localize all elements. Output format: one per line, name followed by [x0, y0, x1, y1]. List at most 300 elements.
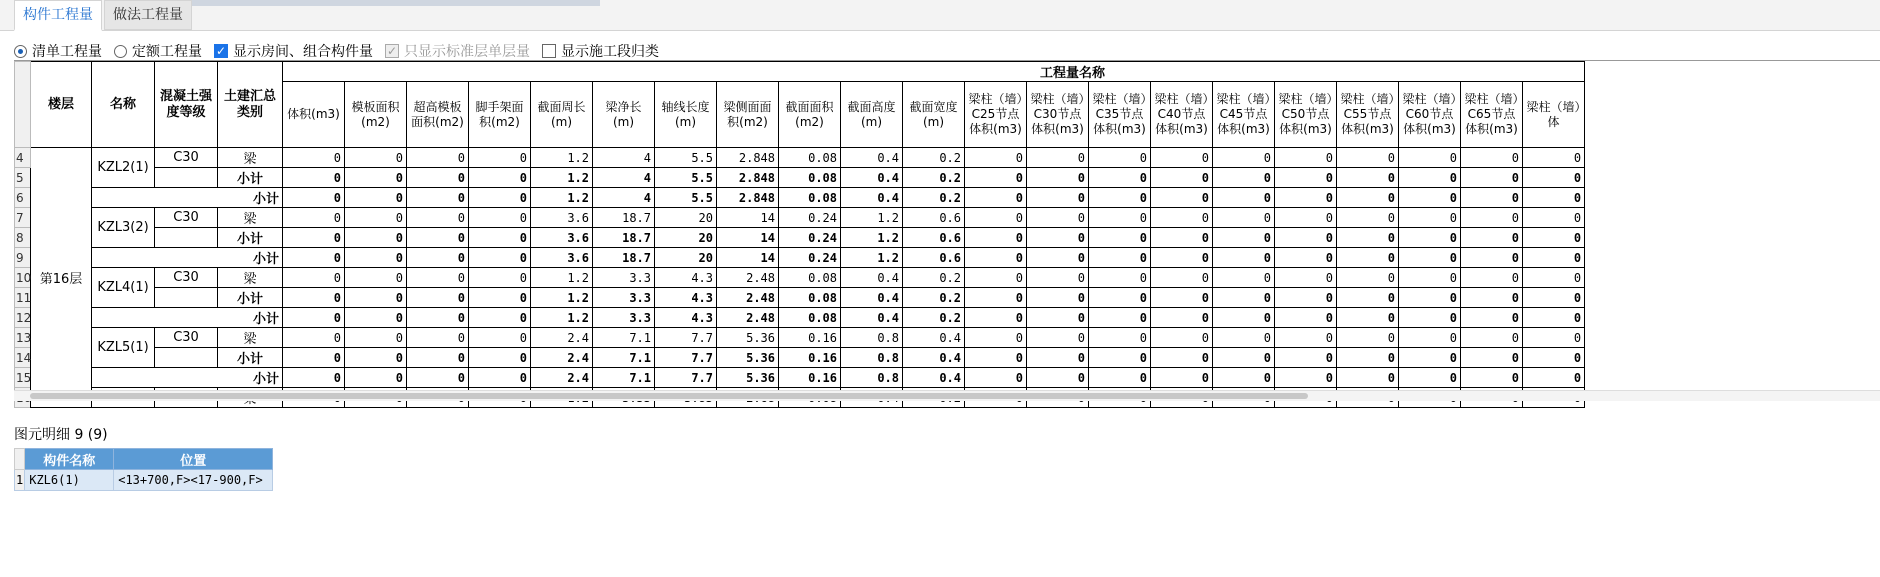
cell-value[interactable]: 0.08 [779, 288, 841, 308]
cell-value[interactable]: 0 [1461, 208, 1523, 228]
cell-value[interactable]: 0 [1337, 308, 1399, 328]
option-2[interactable] [214, 41, 373, 61]
cell-value[interactable]: 18.7 [593, 228, 655, 248]
cell-value[interactable]: 0 [1151, 288, 1213, 308]
cell-value[interactable]: 1.2 [531, 148, 593, 168]
cell-value[interactable]: 0 [1089, 348, 1151, 368]
header-quantity-0[interactable]: 体积(m3) [283, 82, 345, 148]
cell-value[interactable]: 0 [1523, 188, 1585, 208]
cell-value[interactable]: 0 [1275, 168, 1337, 188]
checkbox-icon[interactable] [542, 44, 556, 58]
cell-value[interactable]: 0 [1523, 208, 1585, 228]
grade-cell[interactable]: C30 [155, 268, 218, 288]
cell-value[interactable]: 0 [1151, 308, 1213, 328]
cell-value[interactable]: 0 [1275, 208, 1337, 228]
cell-value[interactable]: 0 [1089, 248, 1151, 268]
grade-cell[interactable]: C30 [155, 208, 218, 228]
cell-value[interactable]: 0 [469, 148, 531, 168]
cell-value[interactable]: 0 [469, 268, 531, 288]
cell-value[interactable]: 0 [1027, 328, 1089, 348]
cell-value[interactable]: 2.4 [531, 368, 593, 388]
cell-value[interactable]: 5.36 [717, 368, 779, 388]
cell-value[interactable]: 0.4 [841, 168, 903, 188]
cell-value[interactable]: 1.2 [531, 288, 593, 308]
cell-value[interactable]: 5.5 [655, 188, 717, 208]
cell-value[interactable]: 20 [655, 228, 717, 248]
header-quantity-16[interactable]: 梁柱（墙）C50节点体积(m3) [1275, 82, 1337, 148]
cell-value[interactable]: 0 [1213, 228, 1275, 248]
cell-value[interactable]: 0.4 [903, 348, 965, 368]
cell-value[interactable]: 4.3 [655, 308, 717, 328]
group-subtotal-label[interactable]: 小计 [92, 188, 283, 208]
cell-value[interactable]: 0 [965, 248, 1027, 268]
cell-value[interactable]: 0 [1089, 288, 1151, 308]
header-quantity-12[interactable]: 梁柱（墙）C30节点体积(m3) [1027, 82, 1089, 148]
cell-value[interactable]: 2.48 [717, 308, 779, 328]
cell-value[interactable]: 0 [1213, 188, 1275, 208]
cell-value[interactable]: 0 [1275, 308, 1337, 328]
cell-value[interactable]: 0.16 [779, 328, 841, 348]
cell-value[interactable]: 0 [1275, 348, 1337, 368]
header-quantity-9[interactable]: 截面高度(m) [841, 82, 903, 148]
cell-value[interactable]: 0.24 [779, 228, 841, 248]
cell-value[interactable]: 0 [1213, 288, 1275, 308]
cell-value[interactable]: 0 [1523, 228, 1585, 248]
cell-value[interactable]: 0 [1399, 268, 1461, 288]
header-fixed-2[interactable]: 混凝土强度等级 [155, 62, 218, 148]
cell-value[interactable]: 0.2 [903, 188, 965, 208]
cell-value[interactable]: 0 [1275, 228, 1337, 248]
subtotal-label[interactable]: 小计 [218, 228, 283, 248]
cell-value[interactable]: 0 [345, 168, 407, 188]
header-quantity-6[interactable]: 轴线长度(m) [655, 82, 717, 148]
cell-value[interactable]: 2.848 [717, 148, 779, 168]
header-quantity-20[interactable]: 梁柱（墙）体 [1523, 82, 1585, 148]
header-quantity-15[interactable]: 梁柱（墙）C45节点体积(m3) [1213, 82, 1275, 148]
cell-value[interactable]: 0 [1151, 208, 1213, 228]
cell-value[interactable]: 0 [469, 188, 531, 208]
cell-value[interactable]: 0.2 [903, 268, 965, 288]
cell-value[interactable]: 0 [1399, 308, 1461, 328]
category-cell[interactable]: 梁 [218, 328, 283, 348]
radio-icon[interactable] [114, 45, 127, 58]
cell-value[interactable]: 0 [345, 248, 407, 268]
cell-value[interactable]: 0 [1089, 228, 1151, 248]
cell-value[interactable]: 7.1 [593, 348, 655, 368]
quantity-grid[interactable] [14, 60, 1880, 391]
header-fixed-1[interactable]: 名称 [92, 62, 155, 148]
cell-value[interactable]: 0 [345, 148, 407, 168]
header-quantity-8[interactable]: 截面面积(m2) [779, 82, 841, 148]
cell-value[interactable]: 0 [1461, 288, 1523, 308]
cell-value[interactable]: 0.4 [841, 288, 903, 308]
cell-value[interactable]: 0 [1461, 268, 1523, 288]
cell-value[interactable]: 0 [1523, 168, 1585, 188]
cell-value[interactable]: 0 [345, 368, 407, 388]
cell-value[interactable]: 1.2 [841, 248, 903, 268]
cell-value[interactable]: 0 [283, 288, 345, 308]
cell-value[interactable]: 0 [345, 348, 407, 368]
cell-value[interactable]: 0 [1275, 148, 1337, 168]
header-quantity-13[interactable]: 梁柱（墙）C35节点体积(m3) [1089, 82, 1151, 148]
cell-value[interactable]: 4 [593, 188, 655, 208]
cell-value[interactable]: 0 [1275, 328, 1337, 348]
component-name-cell[interactable]: KZL4(1) [92, 268, 155, 308]
cell-value[interactable]: 0 [1151, 248, 1213, 268]
cell-value[interactable]: 2.848 [717, 188, 779, 208]
cell-value[interactable]: 1.2 [841, 208, 903, 228]
cell-value[interactable]: 0 [469, 168, 531, 188]
cell-value[interactable]: 3.6 [531, 208, 593, 228]
grade-cell-empty[interactable] [155, 168, 218, 188]
cell-value[interactable]: 0 [1461, 168, 1523, 188]
cell-value[interactable]: 0 [1027, 228, 1089, 248]
option-1[interactable] [114, 41, 202, 61]
cell-value[interactable]: 0 [469, 288, 531, 308]
cell-value[interactable]: 0 [1399, 148, 1461, 168]
cell-value[interactable]: 0.2 [903, 288, 965, 308]
cell-value[interactable]: 0 [1213, 308, 1275, 328]
tab-component-quantity[interactable]: 构件工程量 [14, 0, 102, 31]
cell-value[interactable]: 0.16 [779, 348, 841, 368]
header-quantity-18[interactable]: 梁柱（墙）C60节点体积(m3) [1399, 82, 1461, 148]
cell-value[interactable]: 2.48 [717, 288, 779, 308]
cell-value[interactable]: 0 [1089, 188, 1151, 208]
cell-value[interactable]: 7.1 [593, 368, 655, 388]
cell-value[interactable]: 0.24 [779, 248, 841, 268]
cell-value[interactable]: 0 [469, 348, 531, 368]
cell-value[interactable]: 0 [1213, 268, 1275, 288]
cell-value[interactable]: 0 [407, 188, 469, 208]
header-quantity-19[interactable]: 梁柱（墙）C65节点体积(m3) [1461, 82, 1523, 148]
cell-value[interactable]: 0 [407, 168, 469, 188]
cell-value[interactable]: 3.3 [593, 308, 655, 328]
cell-value[interactable]: 0 [283, 248, 345, 268]
cell-value[interactable]: 0 [283, 308, 345, 328]
cell-value[interactable]: 0 [1461, 348, 1523, 368]
header-quantity-1[interactable]: 模板面积(m2) [345, 82, 407, 148]
cell-value[interactable]: 1.2 [531, 188, 593, 208]
grade-cell-empty[interactable] [155, 288, 218, 308]
cell-value[interactable]: 0.08 [779, 308, 841, 328]
cell-value[interactable]: 0 [345, 308, 407, 328]
cell-value[interactable]: 0 [1151, 148, 1213, 168]
cell-value[interactable]: 0 [407, 248, 469, 268]
component-name-cell[interactable]: KZL5(1) [92, 328, 155, 368]
cell-value[interactable]: 0 [469, 308, 531, 328]
cell-value[interactable]: 0 [1089, 168, 1151, 188]
cell-value[interactable]: 0 [469, 248, 531, 268]
cell-value[interactable]: 0 [345, 188, 407, 208]
cell-value[interactable]: 0 [469, 368, 531, 388]
category-cell[interactable]: 梁 [218, 208, 283, 228]
cell-value[interactable]: 0 [407, 148, 469, 168]
cell-value[interactable]: 0 [407, 308, 469, 328]
cell-value[interactable]: 2.848 [717, 168, 779, 188]
header-quantity-17[interactable]: 梁柱（墙）C55节点体积(m3) [1337, 82, 1399, 148]
cell-value[interactable]: 0 [1089, 148, 1151, 168]
detail-row[interactable] [15, 470, 273, 491]
cell-value[interactable]: 1.2 [531, 168, 593, 188]
cell-value[interactable]: 0.6 [903, 208, 965, 228]
cell-value[interactable]: 0 [1399, 328, 1461, 348]
cell-value[interactable]: 0 [965, 368, 1027, 388]
cell-value[interactable]: 0 [1399, 168, 1461, 188]
detail-header-0[interactable]: 构件名称 [25, 449, 114, 470]
cell-value[interactable]: 0 [1151, 368, 1213, 388]
cell-value[interactable]: 0 [283, 208, 345, 228]
cell-value[interactable]: 0 [1337, 228, 1399, 248]
cell-value[interactable]: 0 [1027, 308, 1089, 328]
component-name-cell[interactable]: KZL2(1) [92, 148, 155, 188]
cell-value[interactable]: 0 [1027, 348, 1089, 368]
cell-value[interactable]: 0 [407, 228, 469, 248]
cell-value[interactable]: 0 [1151, 188, 1213, 208]
cell-value[interactable]: 0 [345, 268, 407, 288]
cell-value[interactable]: 0 [1151, 268, 1213, 288]
cell-value[interactable]: 0.2 [903, 148, 965, 168]
cell-value[interactable]: 0.16 [779, 368, 841, 388]
cell-value[interactable]: 0 [965, 328, 1027, 348]
cell-value[interactable]: 0 [1399, 368, 1461, 388]
cell-value[interactable]: 0 [1337, 288, 1399, 308]
cell-value[interactable]: 5.5 [655, 168, 717, 188]
cell-value[interactable]: 0 [283, 148, 345, 168]
cell-value[interactable]: 0 [965, 148, 1027, 168]
cell-value[interactable]: 0.4 [841, 148, 903, 168]
cell-value[interactable]: 0 [1523, 328, 1585, 348]
cell-value[interactable]: 0 [345, 288, 407, 308]
cell-value[interactable]: 0 [1089, 208, 1151, 228]
cell-value[interactable]: 0 [1089, 268, 1151, 288]
grade-cell-empty[interactable] [155, 228, 218, 248]
cell-value[interactable]: 0 [283, 188, 345, 208]
cell-value[interactable]: 0 [407, 208, 469, 228]
tab-method-quantity[interactable]: 做法工程量 [104, 0, 192, 30]
cell-value[interactable]: 3.3 [593, 288, 655, 308]
cell-value[interactable]: 0 [1461, 368, 1523, 388]
cell-value[interactable]: 0 [345, 328, 407, 348]
cell-value[interactable]: 5.36 [717, 328, 779, 348]
header-fixed-0[interactable]: 楼层 [31, 62, 92, 148]
cell-value[interactable]: 0 [283, 228, 345, 248]
cell-value[interactable]: 20 [655, 208, 717, 228]
cell-value[interactable]: 0 [965, 308, 1027, 328]
cell-value[interactable]: 0 [407, 348, 469, 368]
category-cell[interactable]: 梁 [218, 148, 283, 168]
cell-value[interactable]: 3.6 [531, 228, 593, 248]
cell-value[interactable]: 0 [1399, 188, 1461, 208]
cell-value[interactable]: 0.4 [903, 368, 965, 388]
cell-value[interactable]: 7.7 [655, 328, 717, 348]
subtotal-label[interactable]: 小计 [218, 168, 283, 188]
cell-value[interactable]: 0 [1523, 148, 1585, 168]
cell-value[interactable]: 2.4 [531, 328, 593, 348]
cell-value[interactable]: 0.4 [841, 268, 903, 288]
cell-value[interactable]: 0 [1337, 168, 1399, 188]
cell-value[interactable]: 3.3 [593, 268, 655, 288]
cell-value[interactable]: 0.08 [779, 188, 841, 208]
cell-value[interactable]: 0.8 [841, 328, 903, 348]
subtotal-label[interactable]: 小计 [218, 288, 283, 308]
subtotal-label[interactable]: 小计 [218, 348, 283, 368]
cell-value[interactable]: 0 [1213, 248, 1275, 268]
cell-value[interactable]: 0 [1027, 268, 1089, 288]
cell-value[interactable]: 0 [1027, 248, 1089, 268]
header-quantity-5[interactable]: 梁净长(m) [593, 82, 655, 148]
cell-value[interactable]: 0 [1523, 288, 1585, 308]
cell-value[interactable]: 0 [469, 328, 531, 348]
cell-value[interactable]: 2.4 [531, 348, 593, 368]
cell-value[interactable]: 0.2 [903, 308, 965, 328]
cell-value[interactable]: 0 [1461, 148, 1523, 168]
cell-value[interactable]: 0 [283, 328, 345, 348]
cell-value[interactable]: 0 [965, 288, 1027, 308]
cell-value[interactable]: 0 [1027, 148, 1089, 168]
grade-cell[interactable]: C30 [155, 328, 218, 348]
cell-value[interactable]: 0 [965, 168, 1027, 188]
cell-value[interactable]: 0 [469, 228, 531, 248]
cell-value[interactable]: 0 [1151, 168, 1213, 188]
cell-value[interactable]: 0 [1399, 348, 1461, 368]
header-quantity-10[interactable]: 截面宽度(m) [903, 82, 965, 148]
cell-value[interactable]: 14 [717, 208, 779, 228]
cell-value[interactable]: 7.1 [593, 328, 655, 348]
cell-value[interactable]: 0 [965, 228, 1027, 248]
cell-value[interactable]: 0 [1151, 348, 1213, 368]
floor-cell[interactable]: 第16层 [31, 148, 92, 408]
cell-value[interactable]: 5.36 [717, 348, 779, 368]
cell-value[interactable]: 0 [965, 268, 1027, 288]
cell-value[interactable]: 0 [1027, 288, 1089, 308]
cell-value[interactable]: 1.2 [531, 268, 593, 288]
cell-value[interactable]: 0.8 [841, 368, 903, 388]
cell-value[interactable]: 0 [965, 188, 1027, 208]
header-fixed-3[interactable]: 土建汇总类别 [218, 62, 283, 148]
cell-value[interactable]: 0 [1399, 288, 1461, 308]
cell-value[interactable]: 0 [1213, 328, 1275, 348]
cell-value[interactable]: 0.4 [841, 308, 903, 328]
cell-value[interactable]: 0.24 [779, 208, 841, 228]
cell-value[interactable]: 7.7 [655, 368, 717, 388]
cell-value[interactable]: 0 [1337, 268, 1399, 288]
header-quantity-2[interactable]: 超高模板面积(m2) [407, 82, 469, 148]
component-name-cell[interactable]: KZL3(2) [92, 208, 155, 248]
cell-value[interactable]: 0.08 [779, 168, 841, 188]
cell-value[interactable]: 0 [965, 348, 1027, 368]
cell-value[interactable]: 0 [1027, 188, 1089, 208]
cell-value[interactable]: 0 [1337, 248, 1399, 268]
cell-value[interactable]: 0.6 [903, 228, 965, 248]
cell-value[interactable]: 0 [1027, 208, 1089, 228]
category-cell[interactable]: 梁 [218, 268, 283, 288]
cell-value[interactable]: 0.4 [841, 188, 903, 208]
cell-value[interactable]: 0 [1213, 168, 1275, 188]
cell-value[interactable]: 0 [1275, 368, 1337, 388]
cell-value[interactable]: 0 [1027, 168, 1089, 188]
cell-value[interactable]: 14 [717, 248, 779, 268]
option-4[interactable] [542, 41, 659, 61]
group-subtotal-label[interactable]: 小计 [92, 308, 283, 328]
cell-value[interactable]: 0 [1337, 368, 1399, 388]
radio-icon[interactable] [14, 45, 27, 58]
cell-value[interactable]: 0 [1213, 368, 1275, 388]
cell-value[interactable]: 0.4 [903, 328, 965, 348]
cell-value[interactable]: 4 [593, 168, 655, 188]
cell-value[interactable]: 0.8 [841, 348, 903, 368]
cell-value[interactable]: 0 [1523, 368, 1585, 388]
cell-value[interactable]: 18.7 [593, 208, 655, 228]
cell-value[interactable]: 0 [283, 268, 345, 288]
cell-value[interactable]: 0 [407, 328, 469, 348]
cell-value[interactable]: 0 [283, 168, 345, 188]
cell-value[interactable]: 0 [1089, 308, 1151, 328]
cell-value[interactable]: 0 [1275, 188, 1337, 208]
cell-value[interactable]: 4 [593, 148, 655, 168]
cell-value[interactable]: 0 [283, 348, 345, 368]
cell-value[interactable]: 18.7 [593, 248, 655, 268]
cell-value[interactable]: 0 [1151, 228, 1213, 248]
cell-value[interactable]: 0.6 [903, 248, 965, 268]
cell-value[interactable]: 0 [1523, 308, 1585, 328]
grade-cell-empty[interactable] [155, 348, 218, 368]
cell-value[interactable]: 3.6 [531, 248, 593, 268]
checkbox-icon[interactable]: ✓ [215, 44, 227, 58]
header-quantity-11[interactable]: 梁柱（墙）C25节点体积(m3) [965, 82, 1027, 148]
cell-value[interactable]: 0 [407, 288, 469, 308]
cell-value[interactable]: 0 [345, 208, 407, 228]
cell-value[interactable]: 5.5 [655, 148, 717, 168]
detail-header-1[interactable]: 位置 [114, 449, 273, 470]
cell-value[interactable]: 4.3 [655, 288, 717, 308]
cell-value[interactable]: 0 [407, 368, 469, 388]
cell-value[interactable]: 0 [283, 368, 345, 388]
cell-value[interactable]: 0 [1461, 308, 1523, 328]
detail-name-cell[interactable]: KZL6(1) [25, 470, 114, 491]
cell-value[interactable]: 20 [655, 248, 717, 268]
cell-value[interactable]: 0 [1213, 208, 1275, 228]
scrollbar-thumb[interactable] [30, 393, 1308, 399]
cell-value[interactable]: 0 [1337, 208, 1399, 228]
cell-value[interactable]: 0 [1461, 188, 1523, 208]
cell-value[interactable]: 0 [1399, 208, 1461, 228]
cell-value[interactable]: 0 [1213, 348, 1275, 368]
header-quantity-3[interactable]: 脚手架面积(m2) [469, 82, 531, 148]
cell-value[interactable]: 0.08 [779, 148, 841, 168]
group-subtotal-label[interactable]: 小计 [92, 368, 283, 388]
cell-value[interactable]: 0 [1523, 268, 1585, 288]
header-quantity-4[interactable]: 截面周长(m) [531, 82, 593, 148]
option-0[interactable] [14, 41, 102, 61]
cell-value[interactable]: 0 [407, 268, 469, 288]
header-quantity-7[interactable]: 梁侧面面积(m2) [717, 82, 779, 148]
cell-value[interactable]: 0 [1337, 148, 1399, 168]
cell-value[interactable]: 0 [1089, 368, 1151, 388]
cell-value[interactable]: 0 [1399, 228, 1461, 248]
cell-value[interactable]: 0 [1275, 268, 1337, 288]
cell-value[interactable]: 0 [1461, 248, 1523, 268]
cell-value[interactable]: 0 [965, 208, 1027, 228]
cell-value[interactable]: 0.2 [903, 168, 965, 188]
group-subtotal-label[interactable]: 小计 [92, 248, 283, 268]
detail-position-cell[interactable]: <13+700,F><17-900,F> [114, 470, 273, 491]
cell-value[interactable]: 0 [1337, 328, 1399, 348]
cell-value[interactable]: 0 [1275, 288, 1337, 308]
cell-value[interactable]: 14 [717, 228, 779, 248]
grade-cell[interactable]: C30 [155, 148, 218, 168]
cell-value[interactable]: 1.2 [531, 308, 593, 328]
cell-value[interactable]: 0 [1523, 248, 1585, 268]
